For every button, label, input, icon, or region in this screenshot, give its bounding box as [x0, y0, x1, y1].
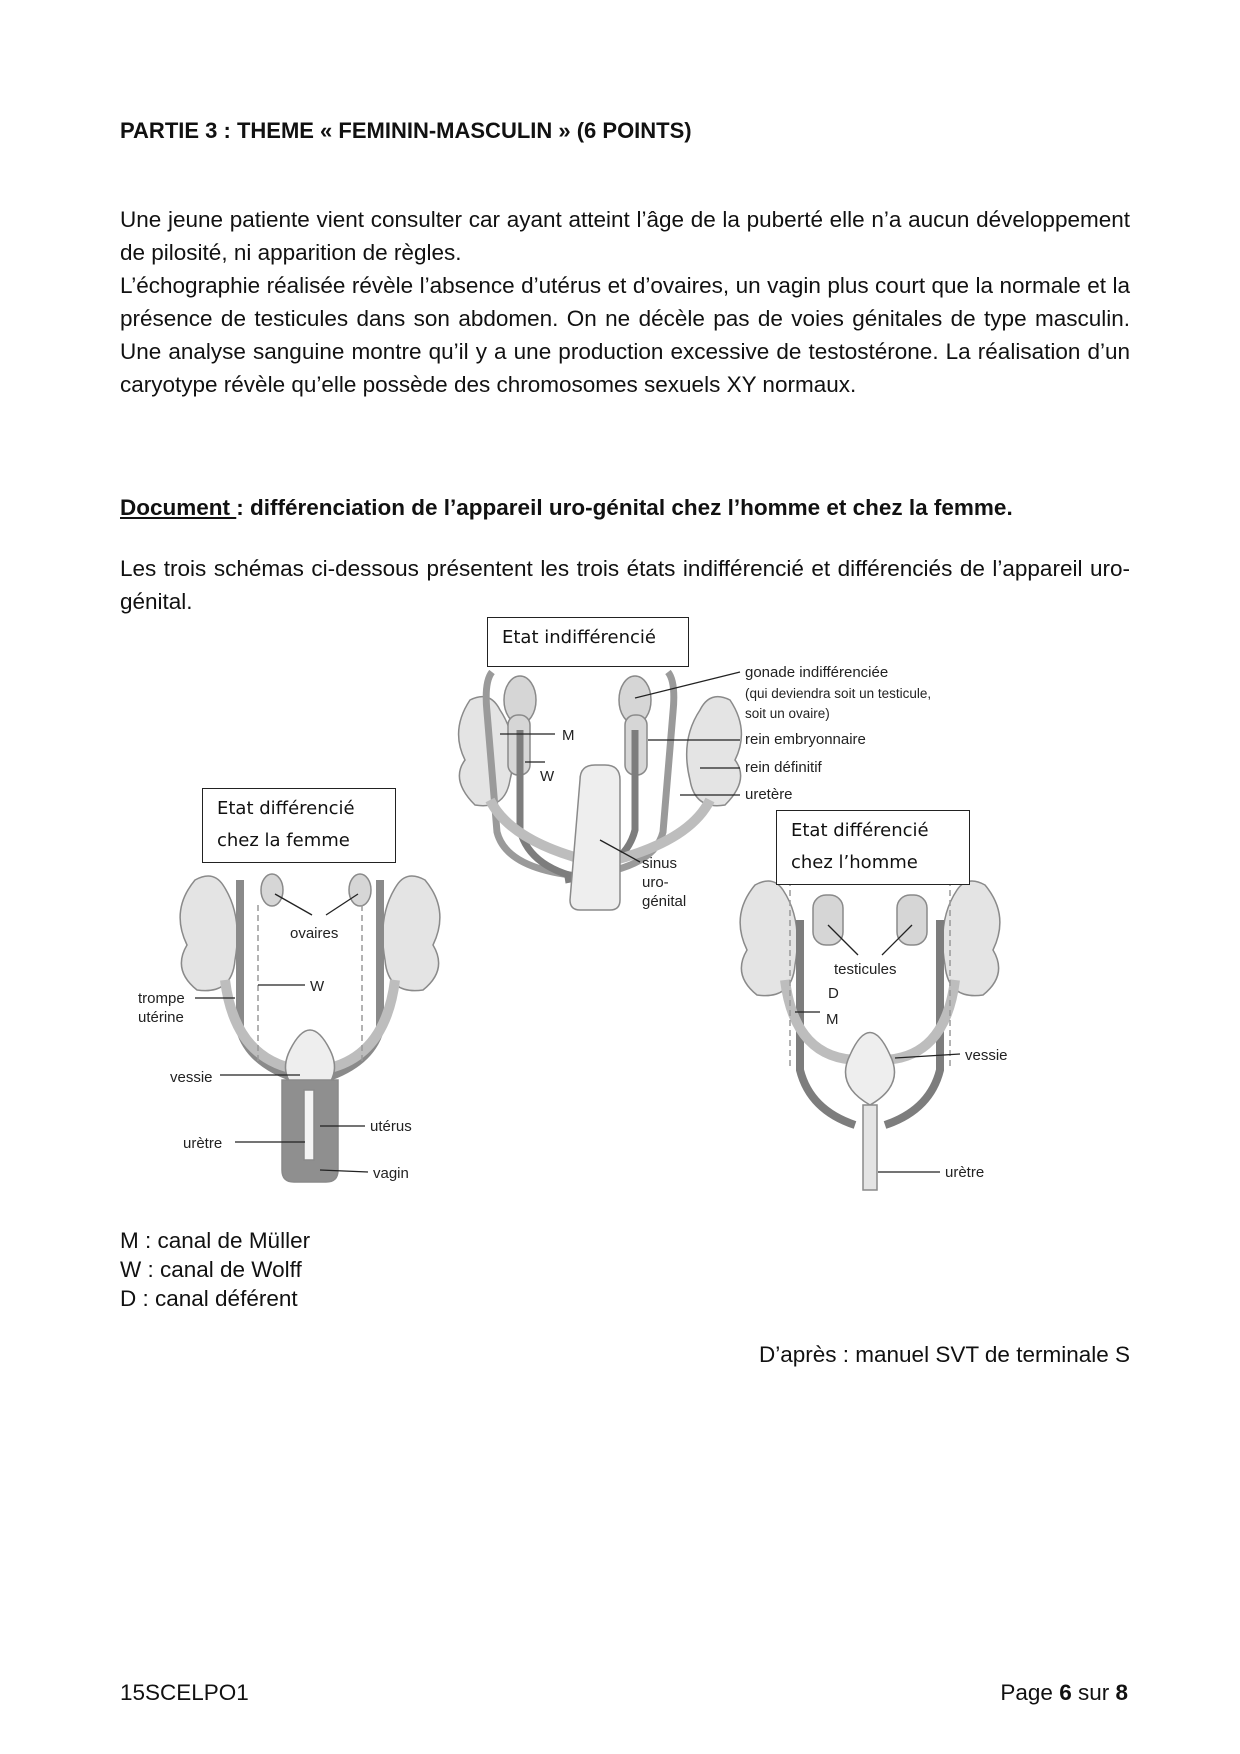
legend-w: W : canal de Wolff	[120, 1257, 302, 1282]
male-diagram	[740, 880, 1000, 1190]
box-male-line-1: Etat différencié	[791, 820, 929, 841]
page-prefix: Page	[1000, 1680, 1060, 1705]
indifferent-diagram	[459, 672, 742, 910]
document-label: Document	[120, 495, 237, 520]
footer-code: 15SCELPO1	[120, 1680, 249, 1705]
right-ovary	[349, 874, 371, 906]
label-testicules: testicules	[834, 961, 897, 978]
page-title: PARTIE 3 : THEME « FEMININ-MASCULIN » (6 POINTS)	[120, 118, 692, 143]
urogenital-sinus	[570, 765, 620, 910]
footer-page-number	[1000, 1680, 1128, 1706]
label-vessie-male: vessie	[965, 1047, 1008, 1064]
label-w-indiff: W	[540, 768, 555, 785]
label-rein-embryonnaire: rein embryonnaire	[745, 731, 866, 748]
left-testis	[813, 895, 843, 945]
label-m-indiff: M	[562, 727, 575, 744]
box-male	[776, 810, 970, 885]
legend-d: D : canal déférent	[120, 1286, 298, 1311]
right-vas-deferens	[885, 920, 940, 1125]
box-female-line-2: chez la femme	[217, 830, 350, 851]
box-indifferent-text: Etat indifférencié	[502, 627, 657, 648]
label-d-male: D	[828, 985, 839, 1002]
label-m-male: M	[826, 1011, 839, 1028]
page-mid: sur	[1071, 1680, 1116, 1705]
right-testis	[897, 895, 927, 945]
label-gonade-2: (qui deviendra soit un testicule,	[745, 686, 932, 701]
label-uretre-female: urètre	[183, 1135, 223, 1152]
intro-paragraph-2: L’échographie réalisée révèle l’absence d’utérus et d’ovaires, un vagin plus court que la normale et la présence de testicules dans son abdomen. On ne décèle pas de voies génitales de type masculin. Une analyse sanguine montre qu’il y a une production excessive de testostérone. La réalisation d’un caryotype révèle qu’elle possède des chromosomes sexuels XY normaux.	[120, 273, 1130, 397]
label-ovaires: ovaires	[290, 925, 339, 942]
label-vessie-female: vessie	[170, 1069, 213, 1086]
intro-paragraph-1: Une jeune patiente vient consulter car ayant atteint l’âge de la puberté elle n’a aucun développement de pilosité, ni apparition de règles.	[120, 207, 1130, 265]
label-trompe-2: utérine	[138, 1009, 184, 1026]
label-vagin: vagin	[373, 1165, 409, 1182]
male-left-kidney	[740, 881, 797, 996]
label-uterus: utérus	[370, 1118, 412, 1135]
box-female-line-1: Etat différencié	[217, 798, 355, 819]
label-rein-definitif: rein définitif	[745, 759, 822, 776]
female-left-kidney	[180, 876, 237, 991]
female-right-kidney	[383, 876, 440, 991]
document-heading: : différenciation de l’appareil uro-génital chez l’homme et chez la femme.	[236, 495, 1013, 520]
document-description: Les trois schémas ci-dessous présentent les trois états indifférencié et différenciés de l’appareil uro-génital.	[120, 556, 1130, 614]
male-bladder	[846, 1033, 895, 1106]
label-sinus-3: génital	[642, 893, 687, 910]
label-sinus-2: uro-	[642, 874, 669, 891]
page-total: 8	[1115, 1680, 1128, 1705]
box-male-line-2: chez l’homme	[791, 852, 918, 873]
legend	[120, 1226, 310, 1313]
left-ovary	[261, 874, 283, 906]
label-sinus-1: sinus	[642, 855, 678, 872]
box-indifferent	[487, 617, 689, 667]
male-urethra	[863, 1105, 877, 1190]
male-right-kidney	[943, 881, 1000, 996]
page-current: 6	[1059, 1680, 1072, 1705]
label-uretere: uretère	[745, 786, 793, 803]
label-w-female: W	[310, 978, 325, 995]
label-gonade-3: soit un ovaire)	[745, 706, 830, 721]
box-female	[202, 788, 396, 863]
right-definitive-kidney	[687, 697, 742, 806]
label-trompe-1: trompe	[138, 990, 185, 1007]
source-note: D’après : manuel SVT de terminale S	[758, 1342, 1130, 1367]
female-urethra	[304, 1090, 314, 1160]
label-gonade-1: gonade indifférenciée	[745, 664, 889, 681]
legend-m: M : canal de Müller	[120, 1228, 311, 1253]
label-uretre-male: urètre	[945, 1164, 985, 1181]
